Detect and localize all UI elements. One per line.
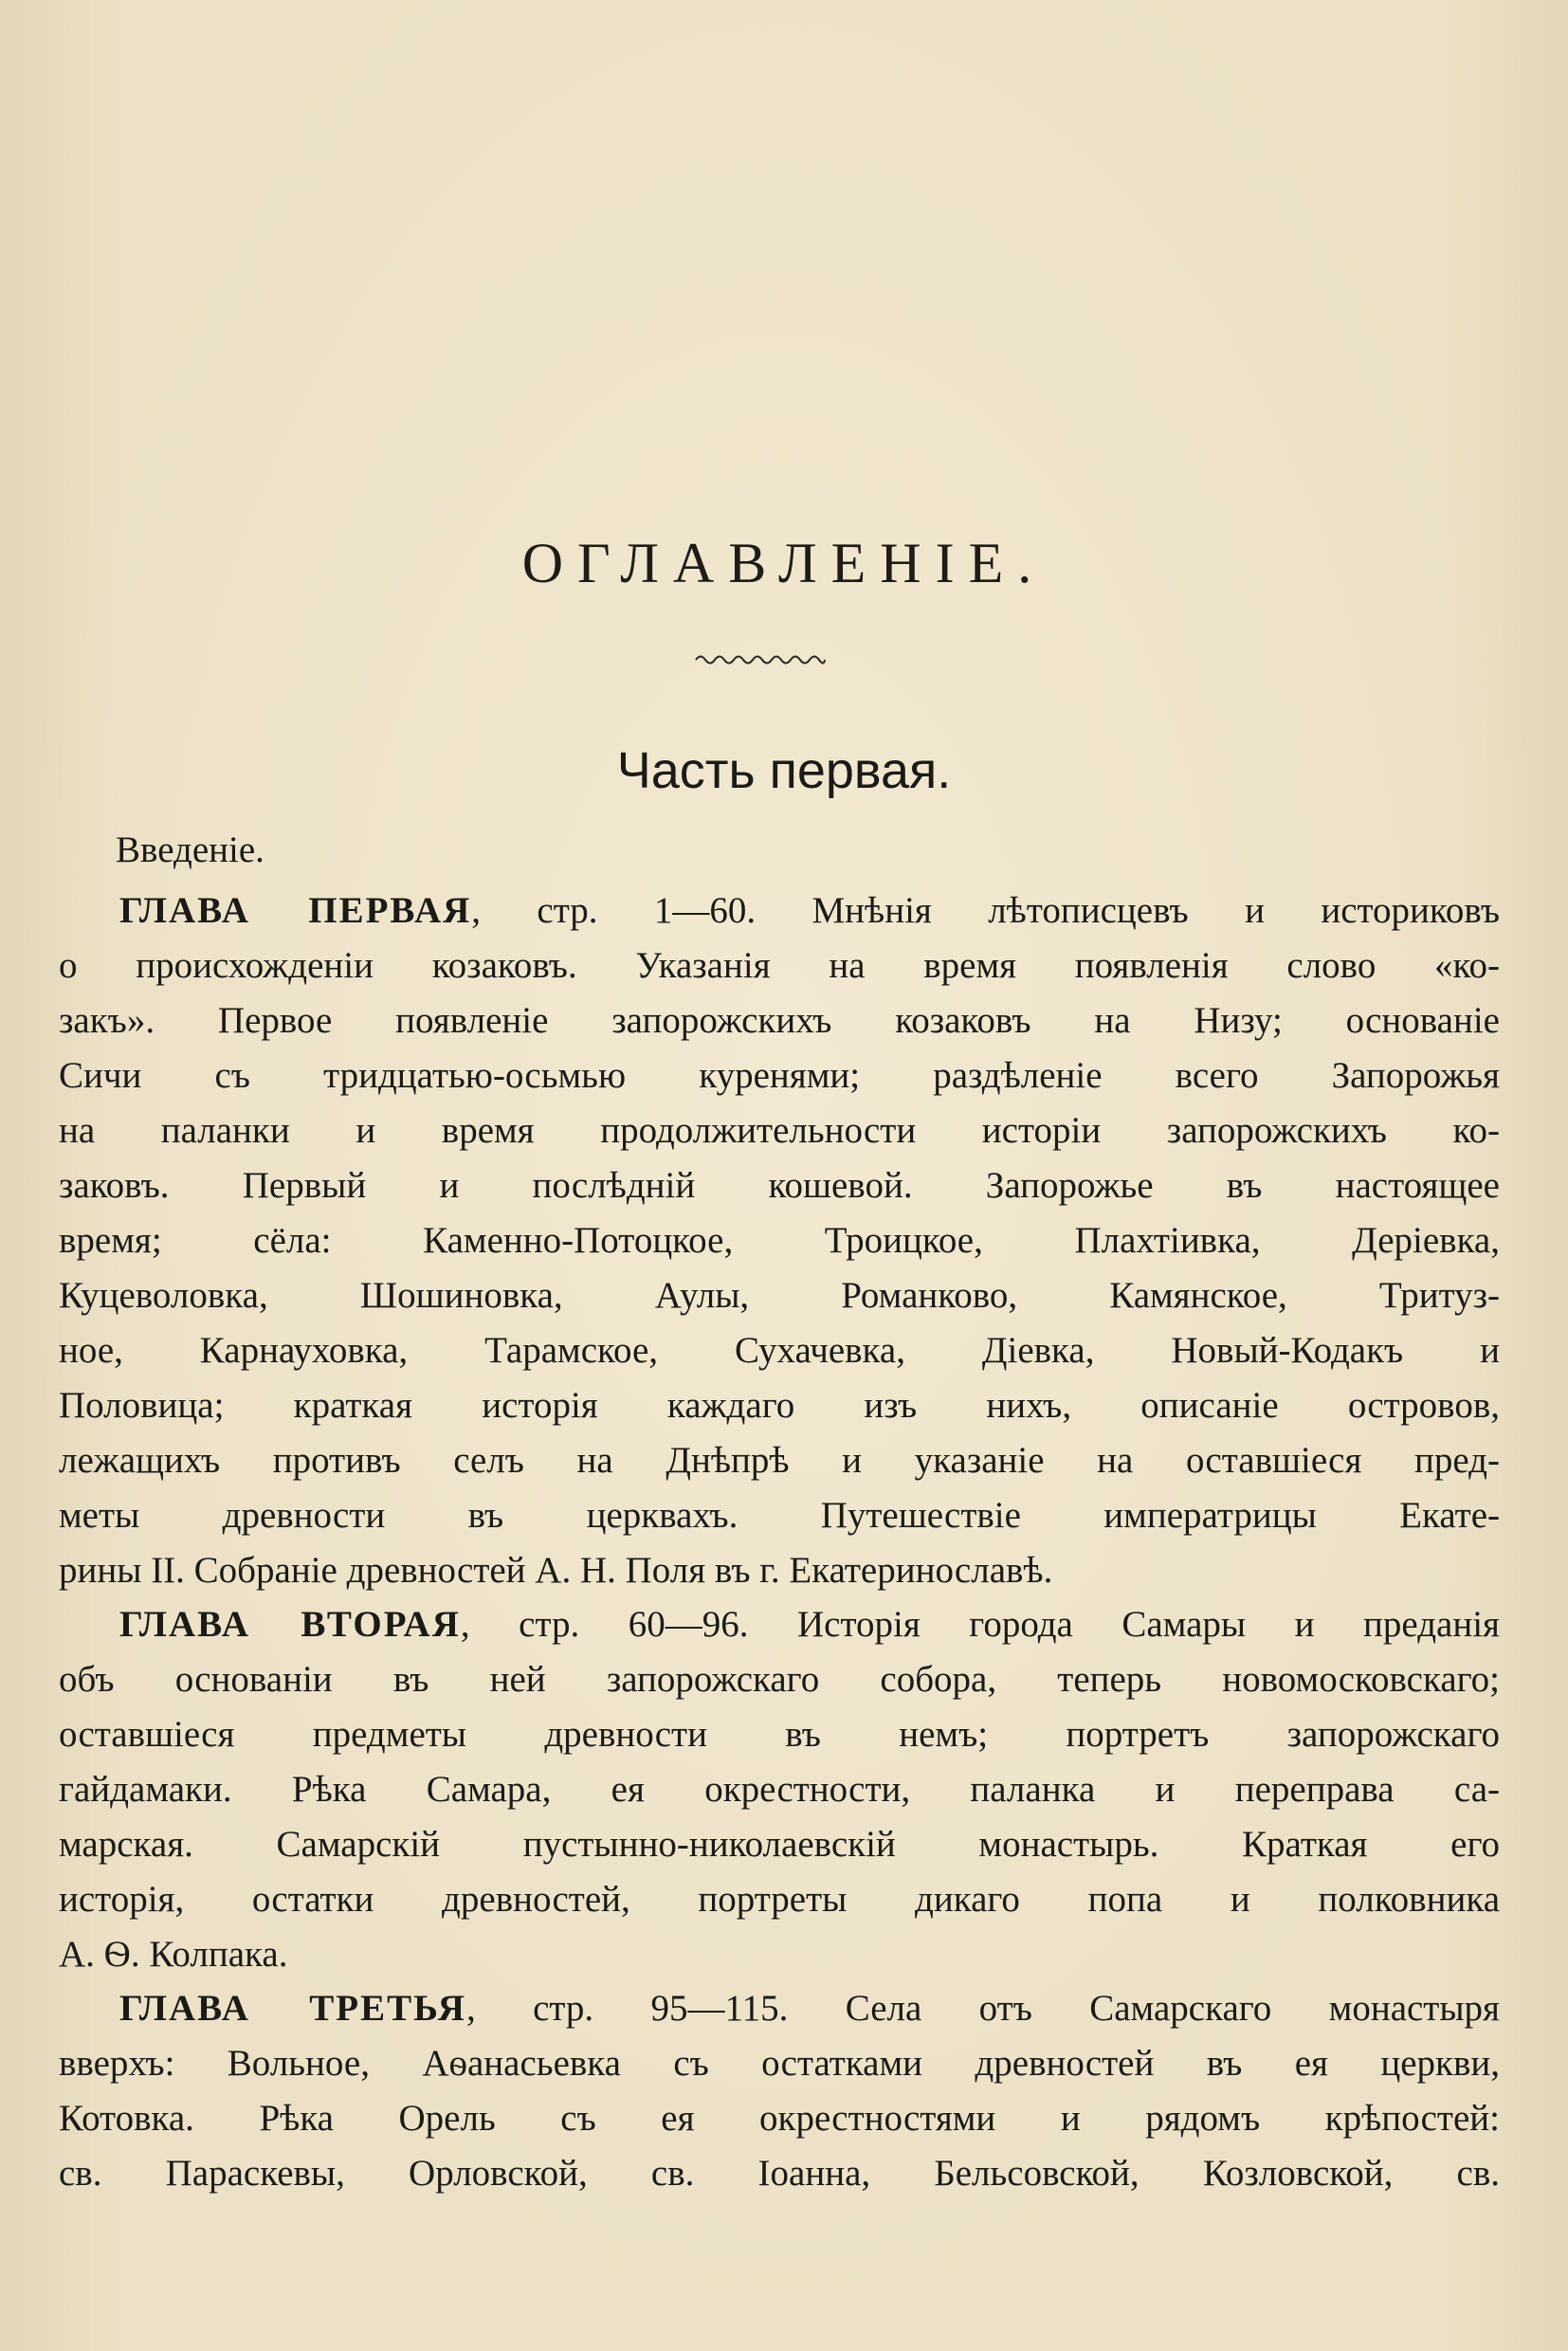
chapter-line: Половица; краткая исторія каждаго изъ нихъ, описаніе островов, bbox=[59, 1385, 1500, 1426]
chapter-line: гайдамаки. Рѣка Самара, ея окрестности, паланка и переправа са- bbox=[59, 1769, 1500, 1810]
introduction-entry: Введеніе. bbox=[116, 829, 264, 870]
chapter-line: о происхожденіи козаковъ. Указанія на время появленія слово «ко- bbox=[59, 945, 1500, 986]
chapter-line: лежащихъ противъ селъ на Днѣпрѣ и указаніе на оставшіеся пред- bbox=[59, 1440, 1500, 1481]
chapter-line: ное, Карнауховка, Тарамское, Сухачевка, Діевка, Новый-Кодакъ и bbox=[59, 1330, 1500, 1371]
chapter-heading: ГЛАВА ТРЕТЬЯ bbox=[119, 1988, 466, 2029]
chapter-line: исторія, остатки древностей, портреты дикаго попа и полковника bbox=[59, 1879, 1500, 1920]
chapter-two-entry bbox=[59, 1597, 1500, 1982]
chapter-line: Сичи съ тридцатью-осьмью куренями; раздѣленіе всего Запорожья bbox=[59, 1055, 1500, 1096]
chapter-line: Котовка. Рѣка Орель съ ея окрестностями и рядомъ крѣпостей: bbox=[59, 2098, 1500, 2139]
chapter-heading: ГЛАВА ПЕРВАЯ bbox=[119, 890, 472, 931]
page-title: ОГЛАВЛЕНІЕ. bbox=[521, 532, 1047, 594]
chapter-line: закъ». Первое появленіе запорожскихъ козаковъ на Низу; основаніе bbox=[59, 1000, 1500, 1041]
wavy-line-ornament bbox=[694, 650, 827, 669]
chapter-one-entry bbox=[59, 884, 1500, 1598]
chapter-first-line: ГЛАВА ТРЕТЬЯ, стр. 95—115. Села отъ Самарскаго монастыря bbox=[119, 1988, 1500, 2029]
chapter-line: св. Параскевы, Орловской, св. Іоанна, Бельсовской, Козловской, св. bbox=[59, 2153, 1500, 2194]
chapter-first-line: ГЛАВА ПЕРВАЯ, стр. 1—60. Мнѣнія лѣтописцевъ и историковъ bbox=[119, 890, 1500, 931]
chapter-line: вверхъ: Вольное, Аѳанасьевка съ остатками древностей въ ея церкви, bbox=[59, 2043, 1500, 2084]
chapter-line: меты древности въ церквахъ. Путешествіе императрицы Екате- bbox=[59, 1495, 1500, 1536]
chapter-line: А. Ѳ. Колпака. bbox=[59, 1934, 288, 1975]
chapter-line: на паланки и время продолжительности исторіи запорожскихъ ко- bbox=[59, 1110, 1500, 1151]
chapter-first-line: ГЛАВА ВТОРАЯ, стр. 60—96. Исторія города Самары и преданія bbox=[119, 1604, 1500, 1645]
chapter-line: время; сёла: Каменно-Потоцкое, Троицкое, Плахтіивка, Деріевка, bbox=[59, 1220, 1500, 1261]
chapter-line: объ основаніи въ ней запорожскаго собора, теперь новомосковскаго; bbox=[59, 1659, 1500, 1700]
chapter-line: оставшіеся предметы древности въ немъ; портретъ запорожскаго bbox=[59, 1714, 1500, 1755]
chapter-line: заковъ. Первый и послѣдній кошевой. Запорожье въ настоящее bbox=[59, 1165, 1500, 1206]
part-title: Часть первая. bbox=[616, 742, 952, 799]
chapter-three-entry bbox=[59, 1981, 1500, 2201]
chapter-line: Куцеволовка, Шошиновка, Аулы, Романково, Камянское, Тритуз- bbox=[59, 1275, 1500, 1316]
chapter-line: марская. Самарскій пустынно-николаевскій монастырь. Краткая его bbox=[59, 1824, 1500, 1865]
chapter-line: рины II. Собраніе древностей А. Н. Поля въ г. Екатеринославѣ. bbox=[59, 1550, 1053, 1591]
chapter-heading: ГЛАВА ВТОРАЯ bbox=[119, 1604, 461, 1645]
